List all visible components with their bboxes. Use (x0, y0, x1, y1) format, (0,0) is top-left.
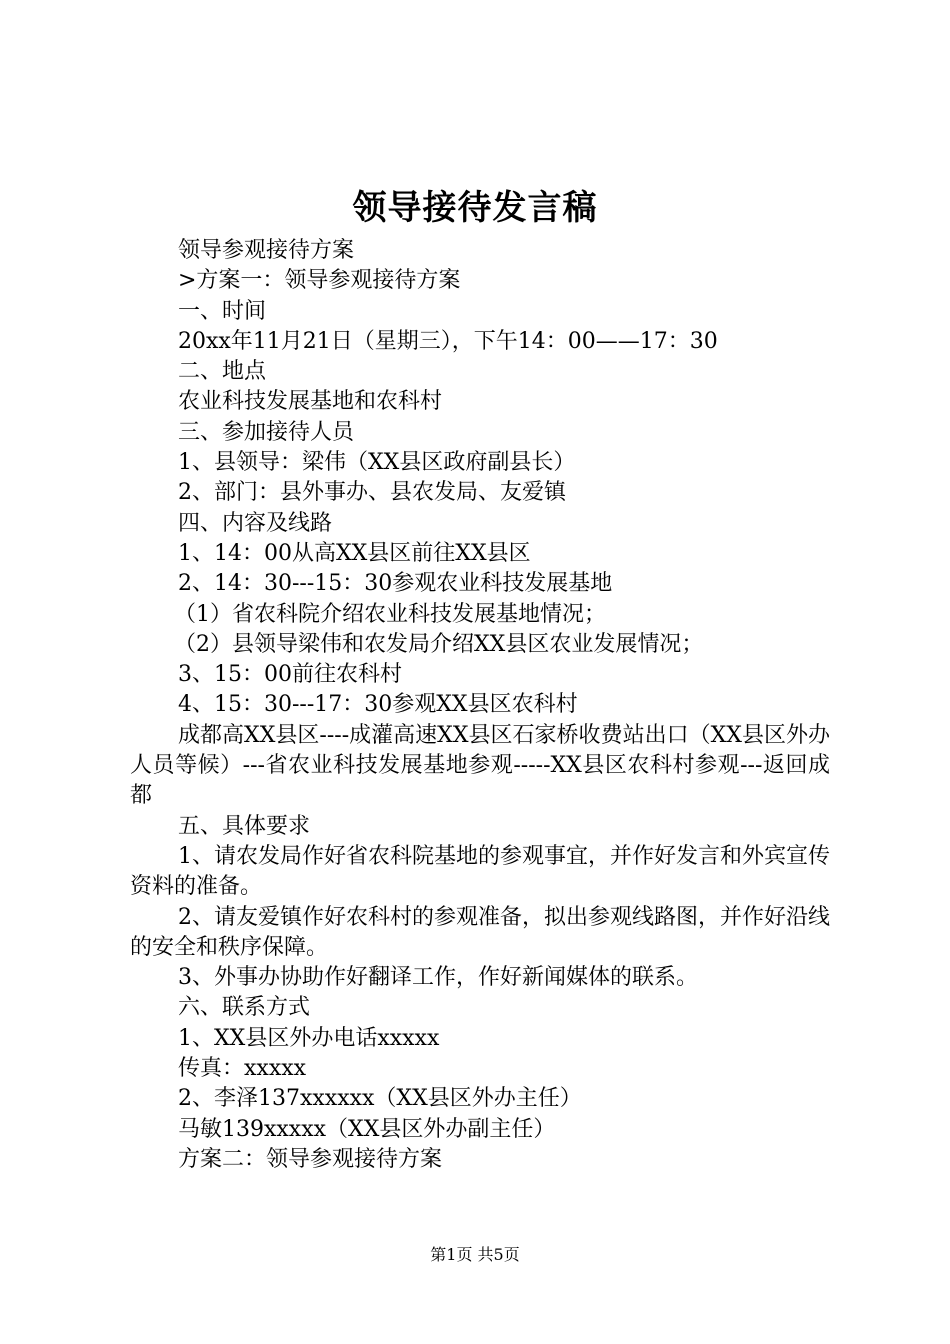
route-paragraph: 成都高XX县区----成灌高速XX县区石家桥收费站出口（XX县区外办人员等候）---省农业科技发展基地参观-----XX县区农科村参观---返回成都 (130, 722, 830, 809)
text-line: 3、15：00前往农科村 (178, 662, 402, 688)
section-heading: 四、内容及线路 (178, 510, 333, 536)
text-line: 2、14：30---15：30参观农业科技发展基地 (178, 571, 613, 597)
text-line: 4、15：30---17：30参观XX县区农科村 (178, 692, 578, 718)
section-heading: 一、时间 (178, 298, 267, 324)
section-heading: 六、联系方式 (178, 995, 311, 1021)
text-line: 领导参观接待方案 (178, 238, 355, 263)
text-line: 1、14：00从高XX县区前往XX县区 (178, 540, 531, 566)
text-line: 2、部门：县外事办、县农发局、友爱镇 (178, 480, 566, 506)
document-title: 领导接待发言稿 (352, 188, 598, 228)
requirement-paragraph: 3、外事办协助作好翻译工作，作好新闻媒体的联系。 (178, 965, 698, 991)
document-body (130, 236, 830, 1175)
requirement-paragraph: 1、请农发局作好省农科院基地的参观事宜，并作好发言和外宾宣传资料的准备。 (130, 843, 830, 900)
text-line: 20xx年11月21日（星期三），下午14：00——17：30 (178, 328, 718, 354)
section-heading: 五、具体要求 (178, 813, 311, 839)
text-line: 农业科技发展基地和农科村 (178, 389, 443, 415)
text-line: 1、县领导：梁伟（XX县区政府副县长） (178, 450, 576, 476)
text-line: >方案一：领导参观接待方案 (178, 268, 461, 294)
text-line: 2、李泽137xxxxxx（XX县区外办主任） (178, 1086, 582, 1112)
requirement-paragraph: 2、请友爱镇作好农科村的参观准备，拟出参观线路图，并作好沿线的安全和秩序保障。 (130, 904, 830, 960)
text-line: 马敏139xxxxx（XX县区外办副主任） (178, 1116, 556, 1142)
text-line: 传真：xxxxx (178, 1056, 307, 1082)
section-heading: 二、地点 (178, 359, 267, 385)
text-line: 方案二：领导参观接待方案 (178, 1146, 443, 1172)
text-line: 1、XX县区外办电话xxxxx (178, 1025, 440, 1051)
text-line: （1）省农科院介绍农业科技发展基地情况； (174, 601, 606, 627)
page-footer: 第1页 共5页 (430, 1245, 520, 1264)
text-line: （2）县领导梁伟和农发局介绍XX县区农业发展情况； (174, 631, 704, 657)
section-heading: 三、参加接待人员 (178, 419, 355, 445)
